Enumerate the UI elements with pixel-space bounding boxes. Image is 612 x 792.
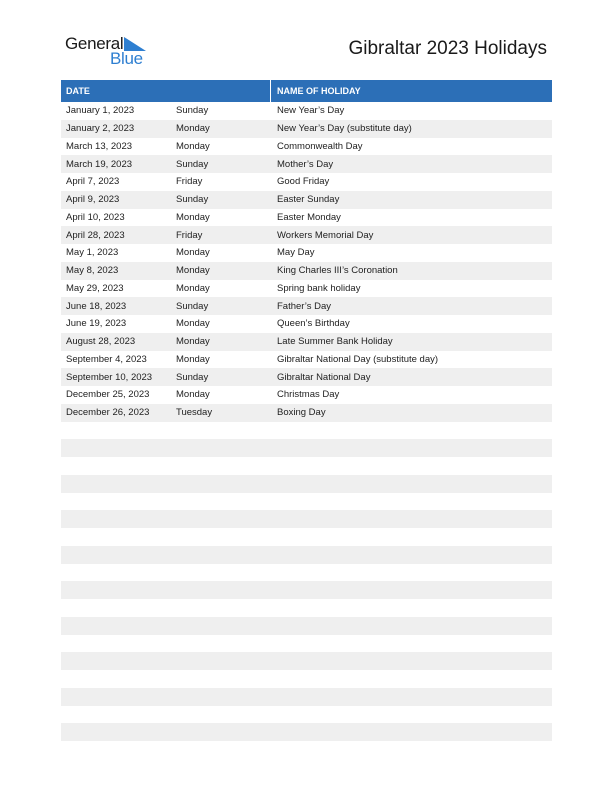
- cell-holiday-name: Boxing Day: [277, 407, 326, 419]
- table-row: [61, 262, 552, 280]
- table-header: [61, 80, 552, 102]
- cell-date: January 2, 2023: [66, 123, 135, 135]
- cell-weekday: Friday: [176, 229, 203, 241]
- cell-date: May 29, 2023: [66, 282, 124, 294]
- cell-holiday-name: Queen’s Birthday: [277, 318, 350, 330]
- cell-weekday: Sunday: [176, 371, 209, 383]
- cell-date: March 13, 2023: [66, 140, 133, 152]
- cell-weekday: Monday: [176, 353, 210, 365]
- cell-holiday-name: Father’s Day: [277, 300, 332, 312]
- holiday-table: [61, 80, 552, 741]
- table-row: [61, 510, 552, 528]
- cell-holiday-name: Commonwealth Day: [277, 140, 363, 152]
- cell-date: August 28, 2023: [66, 336, 136, 348]
- cell-weekday: Monday: [176, 140, 210, 152]
- table-row: [61, 564, 552, 582]
- table-row: [61, 439, 552, 457]
- cell-holiday-name: Good Friday: [277, 176, 330, 188]
- cell-holiday-name: Workers Memorial Day: [277, 229, 374, 241]
- cell-date: March 19, 2023: [66, 158, 133, 170]
- cell-weekday: Monday: [176, 336, 210, 348]
- table-row: [61, 280, 552, 298]
- table-row: [61, 528, 552, 546]
- table-row: [61, 191, 552, 209]
- table-body: [61, 102, 552, 741]
- cell-date: September 10, 2023: [66, 371, 153, 383]
- cell-weekday: Monday: [176, 389, 210, 401]
- cell-holiday-name: Spring bank holiday: [277, 282, 361, 294]
- table-row: [61, 120, 552, 138]
- cell-date: December 26, 2023: [66, 407, 150, 419]
- table-row: [61, 351, 552, 369]
- cell-date: May 8, 2023: [66, 265, 119, 277]
- cell-holiday-name: Easter Sunday: [277, 194, 340, 206]
- table-row: [61, 706, 552, 724]
- table-row: [61, 652, 552, 670]
- cell-date: May 1, 2023: [66, 247, 119, 259]
- table-row: [61, 723, 552, 741]
- cell-holiday-name: May Day: [277, 247, 315, 259]
- cell-holiday-name: King Charles III’s Coronation: [277, 265, 398, 277]
- table-row: [61, 670, 552, 688]
- table-row: [61, 546, 552, 564]
- cell-weekday: Tuesday: [176, 407, 213, 419]
- cell-weekday: Friday: [176, 176, 203, 188]
- table-row: [61, 138, 552, 156]
- table-row: [61, 617, 552, 635]
- table-row: [61, 333, 552, 351]
- table-row: [61, 457, 552, 475]
- table-row: [61, 155, 552, 173]
- cell-date: September 4, 2023: [66, 353, 147, 365]
- table-row: [61, 688, 552, 706]
- cell-weekday: Monday: [176, 211, 210, 223]
- cell-date: April 9, 2023: [66, 194, 120, 206]
- cell-weekday: Sunday: [176, 105, 209, 117]
- cell-weekday: Monday: [176, 282, 210, 294]
- table-row: [61, 386, 552, 404]
- cell-weekday: Monday: [176, 247, 210, 259]
- cell-holiday-name: Mother’s Day: [277, 158, 334, 170]
- table-row: [61, 173, 552, 191]
- cell-holiday-name: Gibraltar National Day (substitute day): [277, 353, 439, 365]
- table-row: [61, 244, 552, 262]
- cell-holiday-name: New Year’s Day (substitute day): [277, 123, 412, 135]
- cell-weekday: Monday: [176, 318, 210, 330]
- cell-holiday-name: Easter Monday: [277, 211, 341, 223]
- logo-word-blue: Blue: [110, 49, 143, 68]
- table-row: [61, 404, 552, 422]
- cell-weekday: Sunday: [176, 300, 209, 312]
- header-holiday-name: NAME OF HOLIDAY: [277, 86, 361, 96]
- table-row: [61, 102, 552, 120]
- table-row: [61, 599, 552, 617]
- cell-holiday-name: Christmas Day: [277, 389, 340, 401]
- page-title: Gibraltar 2023 Holidays: [348, 38, 547, 59]
- cell-date: April 28, 2023: [66, 229, 125, 241]
- cell-date: April 7, 2023: [66, 176, 120, 188]
- table-row: [61, 581, 552, 599]
- table-row: [61, 315, 552, 333]
- generalblue-logo: [65, 34, 155, 68]
- cell-holiday-name: Gibraltar National Day: [277, 371, 371, 383]
- logo-word-general: General: [65, 34, 124, 53]
- table-row: [61, 635, 552, 653]
- cell-date: June 18, 2023: [66, 300, 127, 312]
- table-row: [61, 209, 552, 227]
- cell-weekday: Monday: [176, 123, 210, 135]
- table-row: [61, 297, 552, 315]
- table-row: [61, 493, 552, 511]
- cell-date: January 1, 2023: [66, 105, 135, 117]
- table-row: [61, 422, 552, 440]
- table-row: [61, 226, 552, 244]
- cell-holiday-name: Late Summer Bank Holiday: [277, 336, 393, 348]
- cell-date: December 25, 2023: [66, 389, 150, 401]
- cell-date: April 10, 2023: [66, 211, 125, 223]
- cell-weekday: Sunday: [176, 194, 209, 206]
- cell-weekday: Monday: [176, 265, 210, 277]
- header-date: DATE: [61, 80, 271, 102]
- cell-weekday: Sunday: [176, 158, 209, 170]
- table-row: [61, 368, 552, 386]
- cell-holiday-name: New Year’s Day: [277, 105, 345, 117]
- cell-date: June 19, 2023: [66, 318, 127, 330]
- table-row: [61, 475, 552, 493]
